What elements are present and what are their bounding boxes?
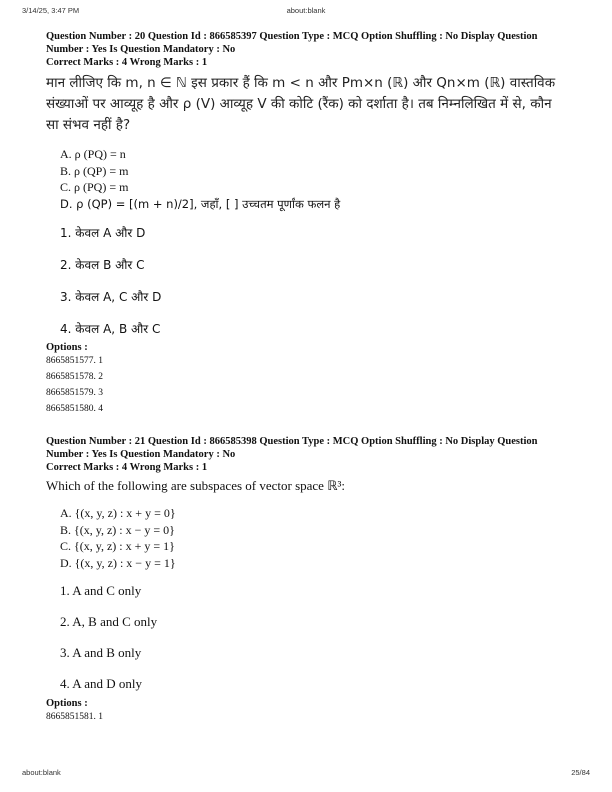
question-text-line: संख्याओं पर आव्यूह है और ρ (V) आव्यूह V की कोटि (रैंक) को दर्शाता है। तब निम्नलिखित में से, कौन bbox=[46, 96, 552, 112]
page-number: 25/84 bbox=[571, 768, 590, 777]
question-meta-line: Question Number : 21 Question Id : 866585398 Question Type : MCQ Option Shuffling : No Display Question bbox=[46, 436, 538, 447]
question-marks: Correct Marks : 4 Wrong Marks : 1 bbox=[46, 462, 208, 473]
print-footer bbox=[22, 768, 590, 780]
option-id: 8665851577. 1 bbox=[46, 356, 103, 366]
print-header bbox=[22, 6, 590, 20]
option-id: 8665851578. 2 bbox=[46, 372, 103, 382]
statement-item: C. ρ (PQ) = m bbox=[60, 180, 129, 194]
question-meta-line: Number : Yes Is Question Mandatory : No bbox=[46, 44, 236, 55]
choice-list bbox=[46, 583, 576, 694]
print-timestamp: 3/14/25, 3:47 PM bbox=[22, 6, 80, 15]
answer-choice: 1. A and C only bbox=[60, 583, 142, 598]
question-meta bbox=[46, 435, 576, 474]
question-meta bbox=[46, 30, 576, 69]
answer-choice: 2. केवल B और C bbox=[60, 258, 145, 272]
question-marks: Correct Marks : 4 Wrong Marks : 1 bbox=[46, 57, 208, 68]
answer-choice: 3. केवल A, C और D bbox=[60, 290, 162, 304]
answer-choice: 1. केवल A और D bbox=[60, 226, 146, 240]
statement-item: C. {(x, y, z) : x + y = 1} bbox=[60, 539, 175, 553]
answer-choice: 2. A, B and C only bbox=[60, 614, 158, 629]
statement-item: D. {(x, y, z) : x − y = 1} bbox=[60, 555, 176, 570]
statement-item: A. {(x, y, z) : x + y = 0} bbox=[60, 506, 176, 520]
question-meta-line: Question Number : 20 Question Id : 866585397 Question Type : MCQ Option Shuffling : No Display Question bbox=[46, 31, 538, 42]
question-text bbox=[46, 73, 576, 136]
statement-item: A. ρ (PQ) = n bbox=[60, 147, 126, 161]
choice-list bbox=[46, 224, 576, 338]
options-label: Options : bbox=[46, 698, 88, 709]
question-text-line: सा संभव नहीं है? bbox=[46, 117, 131, 133]
print-tab-title: about:blank bbox=[286, 6, 326, 15]
options-label: Options : bbox=[46, 342, 88, 353]
statement-item: B. ρ (QP) = m bbox=[60, 163, 129, 178]
option-id: 8665851580. 4 bbox=[46, 404, 103, 414]
option-id: 8665851581. 1 bbox=[46, 712, 103, 722]
answer-choice: 4. केवल A, B और C bbox=[60, 322, 161, 336]
statement-item: B. {(x, y, z) : x − y = 0} bbox=[60, 522, 175, 537]
print-url: about:blank bbox=[22, 768, 61, 777]
statement-item: D. ρ (QP) = [(m + n)/2], जहाँ, [ ] उच्चतम पूर्णांक फलन है bbox=[60, 196, 341, 211]
page-content bbox=[46, 30, 576, 725]
question-block bbox=[46, 30, 576, 417]
statement-list bbox=[46, 146, 576, 212]
option-id: 8665851579. 3 bbox=[46, 388, 103, 398]
question-text-line: मान लीजिए कि m, n ∈ ℕ इस प्रकार हैं कि m < n और Pm×n (ℝ) और Qn×m (ℝ) वास्तविक bbox=[46, 75, 556, 91]
answer-choice: 3. A and B only bbox=[60, 645, 142, 660]
option-id-list bbox=[46, 709, 576, 725]
question-text: Which of the following are subspaces of vector space ℝ³: bbox=[46, 478, 346, 493]
option-id-list bbox=[46, 353, 576, 417]
question-meta-line: Number : Yes Is Question Mandatory : No bbox=[46, 449, 236, 460]
question-block bbox=[46, 435, 576, 725]
statement-list bbox=[46, 505, 576, 571]
answer-choice: 4. A and D only bbox=[60, 676, 142, 691]
